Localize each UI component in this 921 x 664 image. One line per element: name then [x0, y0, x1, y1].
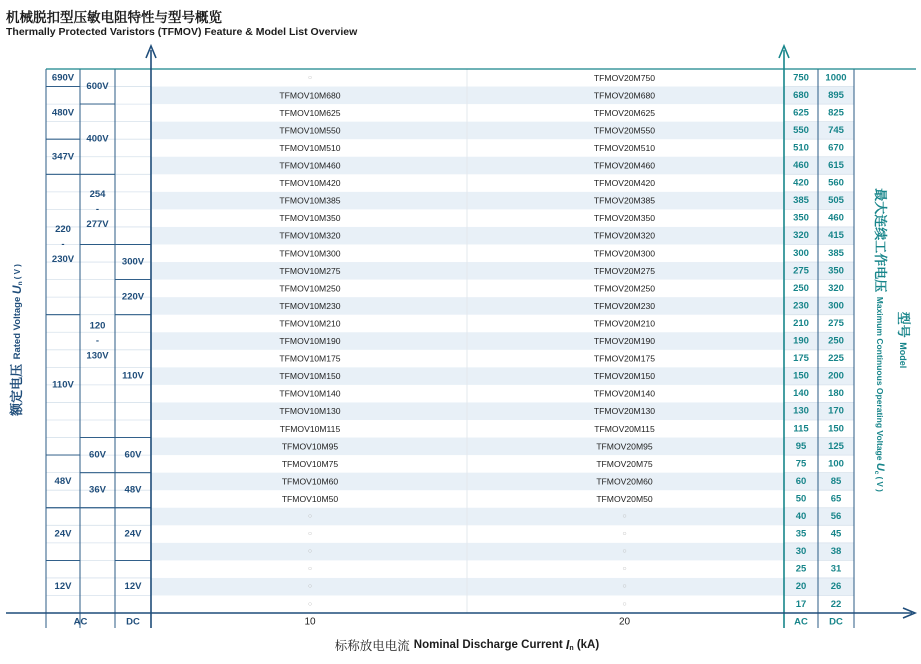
mcov-ac-value: 510: [793, 142, 809, 154]
model-10ka: TFMOV10M60: [281, 476, 339, 487]
mcov-dc-value: 1000: [825, 72, 847, 84]
model-10ka: TFMOV10M50: [281, 493, 339, 504]
mcov-ac-value: 190: [793, 335, 809, 347]
mcov-dc-value: 415: [828, 230, 844, 242]
mcov-ac-value: 150: [793, 370, 809, 382]
rated-ac-voltage-label: 60V: [89, 449, 106, 461]
mcov-ac-value: 275: [793, 265, 809, 277]
mcov-dc-value: 31: [830, 563, 842, 575]
mcov-ac-value: 750: [793, 72, 809, 84]
mcov-dc-value: 26: [830, 581, 842, 593]
model-20ka: TFMOV20M190: [593, 336, 656, 347]
y-axis-title-cn: 额定电压: [9, 359, 25, 416]
mcov-dc-value: 45: [830, 528, 842, 540]
x-axis-title: [335, 638, 600, 653]
mcov-ac-value: 460: [793, 160, 809, 172]
model-10ka: TFMOV10M460: [279, 160, 341, 171]
model-axis-title-cn: 型号: [895, 311, 911, 343]
mcov-dc-value: 38: [830, 546, 842, 558]
placeholder-10ka: ○: [307, 565, 313, 573]
mcov-dc-value: 200: [828, 370, 844, 382]
mcov-dc-value: 560: [828, 177, 844, 189]
mcov-dc-value: 505: [828, 195, 844, 207]
model-10ka: TFMOV10M175: [279, 353, 341, 364]
model-axis-title: [896, 312, 912, 369]
chart-title-en: Thermally Protected Varistors (TFMOV) Feature & Model List Overview: [6, 26, 358, 38]
mcov-dc-value: 300: [828, 300, 844, 312]
model-10ka: TFMOV10M385: [279, 195, 341, 206]
model-10ka: TFMOV10M250: [279, 283, 341, 294]
model-20ka: TFMOV20M130: [593, 406, 656, 417]
model-20ka: TFMOV20M140: [593, 388, 656, 399]
mcov-ac-value: 230: [793, 300, 809, 312]
rated-ac-voltage-label: 12V: [54, 581, 72, 593]
model-10ka: TFMOV10M320: [279, 230, 341, 241]
model-20ka: TFMOV20M350: [593, 213, 656, 224]
model-10ka: TFMOV10M150: [279, 371, 341, 382]
model-10ka: TFMOV10M210: [279, 318, 341, 329]
x-tick-label: 10: [304, 616, 316, 628]
x-axis-title-en: Nominal Discharge Current: [413, 639, 566, 651]
model-10ka: TFMOV10M115: [279, 423, 341, 434]
model-20ka: TFMOV20M385: [593, 195, 656, 206]
placeholder-10ka: ○: [307, 74, 313, 82]
mcov-ac-footer: AC: [794, 616, 808, 628]
rated-ac-voltage-label: 600V: [86, 81, 109, 93]
mcov-ac-value: 625: [793, 107, 809, 119]
x-axis-symbol: I: [565, 638, 570, 652]
row-stripe-right: [784, 508, 854, 526]
mcov-dc-value: 85: [830, 475, 842, 487]
rated-ac-footer: AC: [73, 616, 88, 628]
placeholder-20ka: ○: [622, 530, 627, 538]
rated-ac-voltage-label: 254: [89, 188, 106, 200]
mcov-ac-value: 385: [793, 195, 809, 207]
model-10ka: TFMOV10M130: [279, 406, 341, 417]
placeholder-20ka: ○: [622, 548, 627, 556]
placeholder-20ka: ○: [622, 583, 627, 591]
placeholder-20ka: ○: [622, 565, 627, 573]
model-20ka: TFMOV20M680: [593, 90, 656, 101]
placeholder-10ka: ○: [307, 530, 313, 538]
rated-ac-voltage-label: 130V: [86, 350, 109, 362]
model-10ka: TFMOV10M230: [279, 300, 341, 311]
model-axis-title-en: Model: [898, 342, 908, 369]
mcov-ac-value: 140: [793, 388, 809, 400]
placeholder-10ka: ○: [307, 583, 313, 591]
right-axis-title-en: Maximum Continuous Operating Voltage: [875, 296, 885, 463]
mcov-ac-value: 680: [793, 89, 809, 101]
mcov-ac-value: 250: [793, 282, 809, 294]
rated-ac-voltage-label: 347V: [51, 151, 75, 163]
x-tick-label: 20: [618, 616, 631, 628]
rated-ac-voltage-label: 36V: [89, 484, 106, 496]
placeholder-10ka: ○: [307, 513, 313, 521]
model-20ka: TFMOV20M320: [593, 230, 656, 241]
right-axis-unit: ( V ): [875, 474, 885, 492]
rated-dc-footer: DC: [126, 616, 140, 628]
model-20ka: TFMOV20M300: [593, 248, 656, 259]
mcov-dc-value: 225: [828, 353, 844, 365]
model-10ka: TFMOV10M550: [279, 125, 341, 136]
rated-dc-voltage-label: 110V: [122, 370, 144, 382]
mcov-ac-value: 17: [795, 598, 807, 610]
y-axis-title: [9, 264, 25, 417]
model-20ka: TFMOV20M550: [593, 125, 656, 136]
mcov-ac-value: 30: [795, 546, 807, 558]
model-20ka: TFMOV20M175: [593, 353, 656, 364]
model-10ka: TFMOV10M95: [281, 441, 339, 452]
rated-ac-voltage-label: -: [95, 203, 100, 215]
rated-dc-voltage-label: 24V: [124, 528, 142, 540]
rated-ac-voltage-label: -: [95, 335, 100, 347]
mcov-dc-value: 320: [828, 282, 844, 294]
mcov-ac-value: 95: [795, 440, 807, 452]
mcov-ac-value: 130: [793, 405, 809, 417]
model-10ka: TFMOV10M140: [279, 388, 341, 399]
rated-ac-voltage-label: 220: [55, 224, 71, 235]
mcov-ac-value: 35: [795, 528, 807, 540]
mcov-dc-value: 150: [828, 423, 844, 435]
mcov-dc-footer: DC: [829, 616, 843, 628]
x-axis-title-cn: 标称放电电流: [334, 637, 414, 653]
row-stripe-right: [784, 578, 854, 596]
mcov-dc-value: 895: [828, 89, 844, 101]
placeholder-10ka: ○: [307, 600, 313, 608]
model-20ka: TFMOV20M115: [594, 423, 655, 434]
chart-title-cn: 机械脱扣型压敏电阻特性与型号概览: [6, 10, 222, 26]
mcov-dc-value: 615: [828, 160, 844, 172]
model-20ka: TFMOV20M210: [593, 318, 656, 329]
model-20ka: TFMOV20M60: [596, 476, 653, 487]
model-10ka: TFMOV10M680: [279, 90, 341, 101]
model-10ka: TFMOV10M510: [279, 142, 341, 153]
x-axis-subscript: n: [569, 644, 574, 652]
mcov-dc-value: 100: [828, 458, 844, 470]
mcov-ac-value: 75: [795, 458, 807, 470]
mcov-ac-value: 210: [793, 317, 809, 329]
mcov-dc-value: 275: [828, 317, 844, 329]
row-stripe-right: [784, 473, 854, 491]
y-axis-subscript: n: [16, 281, 24, 286]
rated-ac-voltage-label: 230V: [51, 254, 75, 265]
right-axis-title-cn: 最大连续工作电压: [872, 188, 888, 297]
mcov-ac-value: 175: [793, 353, 809, 365]
rated-ac-voltage-label: 277V: [86, 218, 109, 230]
model-20ka: TFMOV20M420: [593, 178, 656, 189]
mcov-ac-value: 420: [793, 177, 809, 189]
mcov-ac-value: 320: [793, 230, 809, 242]
model-20ka: TFMOV20M250: [593, 283, 656, 294]
model-20ka: TFMOV20M50: [596, 493, 653, 504]
placeholder-20ka: ○: [622, 513, 627, 521]
mcov-dc-value: 385: [828, 247, 844, 259]
mcov-ac-value: 115: [793, 423, 809, 435]
mcov-ac-value: 300: [793, 247, 809, 259]
mcov-dc-value: 56: [830, 511, 842, 523]
rated-ac-voltage-label: 400V: [86, 133, 109, 145]
mcov-dc-value: 170: [828, 405, 844, 417]
mcov-dc-value: 745: [828, 124, 844, 136]
model-10ka: TFMOV10M190: [279, 336, 341, 347]
model-20ka: TFMOV20M75: [596, 458, 653, 469]
model-10ka: TFMOV10M625: [279, 107, 341, 118]
mcov-ac-value: 550: [793, 124, 809, 136]
rated-dc-voltage-label: 60V: [124, 449, 142, 461]
right-axis-subscript: c: [873, 470, 881, 475]
mcov-dc-value: 180: [828, 388, 844, 400]
rated-dc-voltage-label: 48V: [124, 484, 142, 496]
rated-ac-voltage-label: 110V: [52, 379, 74, 391]
mcov-dc-value: 825: [828, 107, 844, 119]
placeholder-20ka: ○: [622, 600, 627, 608]
rated-ac-voltage-label: -: [61, 239, 65, 250]
y-axis-unit: ( V ): [12, 264, 22, 282]
model-20ka: TFMOV20M510: [593, 142, 656, 153]
rated-ac-voltage-label: 48V: [54, 475, 72, 487]
y-axis-title-en: Rated Voltage: [11, 294, 23, 360]
mcov-dc-value: 22: [830, 598, 842, 610]
mcov-dc-value: 460: [828, 212, 844, 224]
right-axis-symbol: U: [874, 462, 886, 471]
rated-dc-voltage-label: 220V: [121, 291, 145, 303]
mcov-ac-value: 40: [795, 511, 807, 523]
mcov-dc-value: 125: [828, 440, 844, 452]
model-20ka: TFMOV20M275: [593, 265, 656, 276]
model-10ka: TFMOV10M300: [279, 248, 341, 259]
model-20ka: TFMOV20M95: [596, 441, 653, 452]
x-axis-unit: (kA): [573, 639, 600, 651]
mcov-dc-value: 670: [828, 142, 844, 154]
model-20ka: TFMOV20M150: [593, 371, 656, 382]
rated-ac-voltage-label: 24V: [54, 528, 72, 540]
rated-dc-voltage-label: 12V: [124, 581, 142, 593]
mcov-dc-value: 250: [828, 335, 844, 347]
model-10ka: TFMOV10M275: [279, 265, 341, 276]
mcov-dc-value: 65: [830, 493, 842, 505]
mcov-ac-value: 50: [795, 493, 807, 505]
mcov-dc-value: 350: [828, 265, 844, 277]
rated-ac-voltage-label: 690V: [51, 72, 75, 84]
mcov-ac-value: 25: [795, 563, 807, 575]
row-stripe-right: [784, 543, 854, 561]
rated-dc-voltage-label: 300V: [121, 256, 145, 268]
mcov-ac-value: 20: [795, 581, 807, 593]
model-20ka: TFMOV20M625: [593, 107, 656, 118]
placeholder-10ka: ○: [307, 548, 313, 556]
mcov-ac-value: 350: [793, 212, 809, 224]
model-10ka: TFMOV10M350: [279, 213, 341, 224]
model-10ka: TFMOV10M75: [281, 458, 339, 469]
model-20ka: TFMOV20M230: [593, 300, 656, 311]
right-axis-title: [873, 188, 889, 492]
model-20ka: TFMOV20M460: [593, 160, 656, 171]
rated-ac-voltage-label: 480V: [51, 107, 75, 119]
mcov-ac-value: 60: [795, 475, 807, 487]
model-20ka: TFMOV20M750: [593, 72, 656, 83]
y-axis-symbol: U: [10, 285, 24, 295]
rated-ac-voltage-label: 120: [89, 320, 106, 332]
model-10ka: TFMOV10M420: [279, 178, 341, 189]
